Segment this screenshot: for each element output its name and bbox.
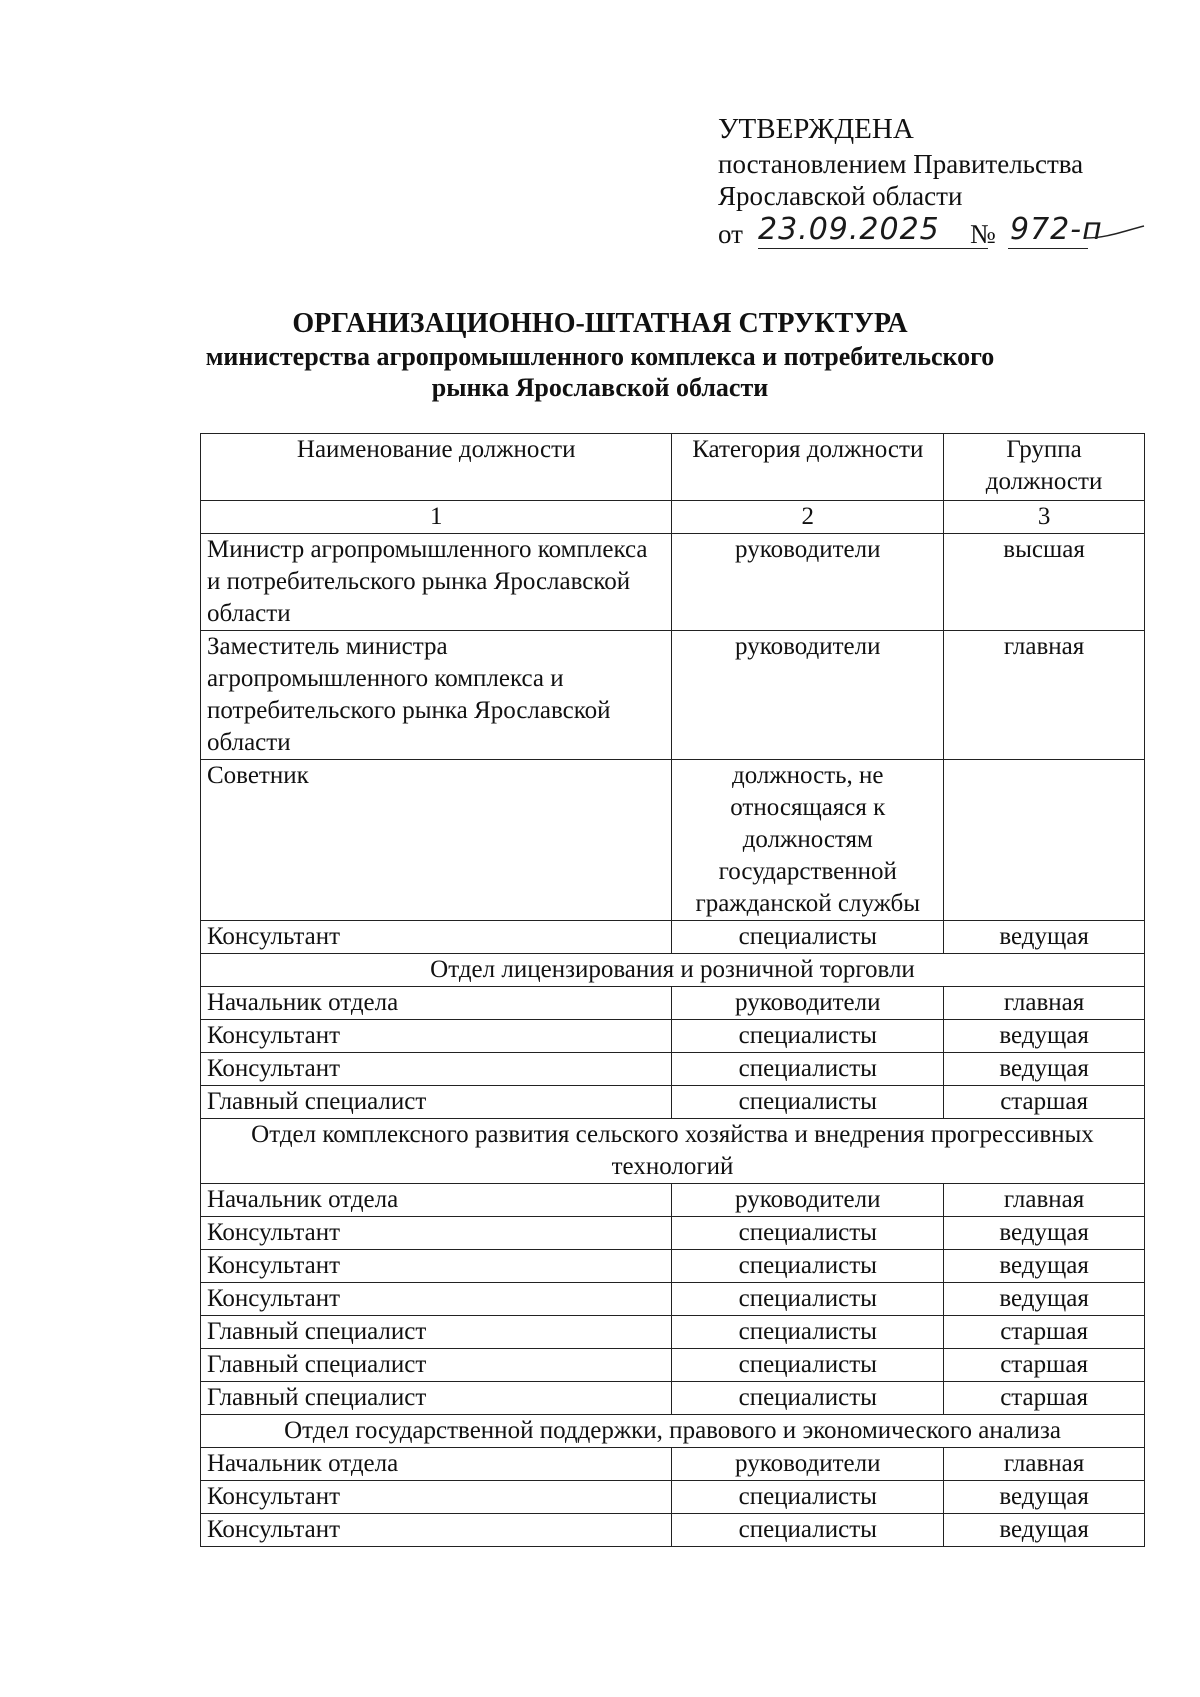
category-cell: специалисты (672, 1316, 944, 1349)
table-row (201, 1448, 1145, 1481)
header-category: Категория должности (672, 434, 944, 501)
header-group: Группа должности (944, 434, 1145, 501)
category-cell: специалисты (672, 1514, 944, 1547)
pen-stroke-icon (1086, 224, 1146, 242)
group-cell: ведущая (944, 1217, 1145, 1250)
group-cell: ведущая (944, 1481, 1145, 1514)
approval-stamp (718, 110, 1158, 254)
group-cell: главная (944, 631, 1145, 760)
section-header-row (201, 1415, 1145, 1448)
position-name-cell: Консультант (201, 1481, 672, 1514)
approval-line-2: Ярославской области (718, 181, 963, 211)
table-row (201, 1020, 1145, 1053)
category-cell: руководители (672, 631, 944, 760)
category-cell: должность, не относящаяся к должностям государственной гражданской службы (672, 760, 944, 921)
table-row (201, 1217, 1145, 1250)
category-cell: специалисты (672, 1086, 944, 1119)
category-cell: руководители (672, 1184, 944, 1217)
category-cell: специалисты (672, 1053, 944, 1086)
table-row (201, 631, 1145, 760)
position-name-cell: Министр агропромышленного комплекса и потребительского рынка Ярославской области (201, 534, 672, 631)
category-cell: руководители (672, 1448, 944, 1481)
number-underline (1008, 248, 1088, 249)
group-cell: ведущая (944, 1283, 1145, 1316)
category-cell: специалисты (672, 1020, 944, 1053)
position-name-cell: Консультант (201, 1514, 672, 1547)
document-subtitle-line-1: министерства агропромышленного комплекса и потребительского (205, 342, 995, 371)
table-row (201, 1481, 1145, 1514)
category-cell: специалисты (672, 1283, 944, 1316)
group-cell: главная (944, 1448, 1145, 1481)
table-row (201, 1053, 1145, 1086)
position-name-cell: Консультант (201, 1053, 672, 1086)
category-cell: специалисты (672, 1349, 944, 1382)
position-name-cell: Советник (201, 760, 672, 921)
position-name-cell: Начальник отдела (201, 1184, 672, 1217)
position-name-cell: Главный специалист (201, 1086, 672, 1119)
group-cell: ведущая (944, 1053, 1145, 1086)
table-row (201, 1086, 1145, 1119)
table-row (201, 1349, 1145, 1382)
group-cell: высшая (944, 534, 1145, 631)
table-row (201, 534, 1145, 631)
header-position-name: Наименование должности (201, 434, 672, 501)
category-cell: специалисты (672, 1481, 944, 1514)
table-row (201, 1382, 1145, 1415)
group-cell: ведущая (944, 1514, 1145, 1547)
date-underline (758, 248, 988, 249)
approval-line-1: постановлением Правительства (718, 149, 1084, 179)
handwritten-number: 972-п (1010, 212, 1103, 247)
group-cell: ведущая (944, 921, 1145, 954)
table-row (201, 1316, 1145, 1349)
table-row (201, 760, 1145, 921)
category-cell: руководители (672, 534, 944, 631)
position-name-cell: Начальник отдела (201, 987, 672, 1020)
category-cell: специалисты (672, 1250, 944, 1283)
category-cell: специалисты (672, 1382, 944, 1415)
position-name-cell: Консультант (201, 1250, 672, 1283)
table-row (201, 921, 1145, 954)
position-name-cell: Консультант (201, 1020, 672, 1053)
number-sign: № (970, 219, 996, 249)
position-name-cell: Заместитель министра агропромышленного комплекса и потребительского рынка Ярославской области (201, 631, 672, 760)
position-name-cell: Консультант (201, 921, 672, 954)
section-header-row (201, 1119, 1145, 1184)
position-name-cell: Консультант (201, 1217, 672, 1250)
column-number: 1 (201, 501, 672, 534)
section-title: Отдел лицензирования и розничной торговли (201, 954, 1145, 987)
group-cell: главная (944, 1184, 1145, 1217)
table-row (201, 1283, 1145, 1316)
column-number: 3 (944, 501, 1145, 534)
category-cell: специалисты (672, 1217, 944, 1250)
category-cell: руководители (672, 987, 944, 1020)
group-cell: ведущая (944, 1250, 1145, 1283)
table-row (201, 987, 1145, 1020)
section-title: Отдел государственной поддержки, правового и экономического анализа (201, 1415, 1145, 1448)
group-cell: ведущая (944, 1020, 1145, 1053)
table-row (201, 1514, 1145, 1547)
approval-date-line (718, 214, 1158, 254)
position-name-cell: Главный специалист (201, 1316, 672, 1349)
group-cell: старшая (944, 1349, 1145, 1382)
group-cell: старшая (944, 1086, 1145, 1119)
document-subtitle-line-2: рынка Ярославской области (431, 373, 769, 402)
group-cell (944, 760, 1145, 921)
document-title: ОРГАНИЗАЦИОННО-ШТАТНАЯ СТРУКТУРА (292, 308, 908, 339)
column-number-row (201, 501, 1145, 534)
column-number: 2 (672, 501, 944, 534)
staff-structure-table (200, 433, 1145, 1547)
group-cell: главная (944, 987, 1145, 1020)
table-row (201, 1184, 1145, 1217)
position-name-cell: Начальник отдела (201, 1448, 672, 1481)
section-title: Отдел комплексного развития сельского хозяйства и внедрения прогрессивных технологий (201, 1119, 1145, 1184)
table-row (201, 1250, 1145, 1283)
position-name-cell: Главный специалист (201, 1349, 672, 1382)
approval-heading: УТВЕРЖДЕНА (718, 113, 914, 145)
section-header-row (201, 954, 1145, 987)
table-header-row (201, 434, 1145, 501)
date-prefix: от (718, 219, 743, 249)
group-cell: старшая (944, 1316, 1145, 1349)
position-name-cell: Главный специалист (201, 1382, 672, 1415)
group-cell: старшая (944, 1382, 1145, 1415)
position-name-cell: Консультант (201, 1283, 672, 1316)
handwritten-date: 23.09.2025 (758, 212, 940, 247)
category-cell: специалисты (672, 921, 944, 954)
